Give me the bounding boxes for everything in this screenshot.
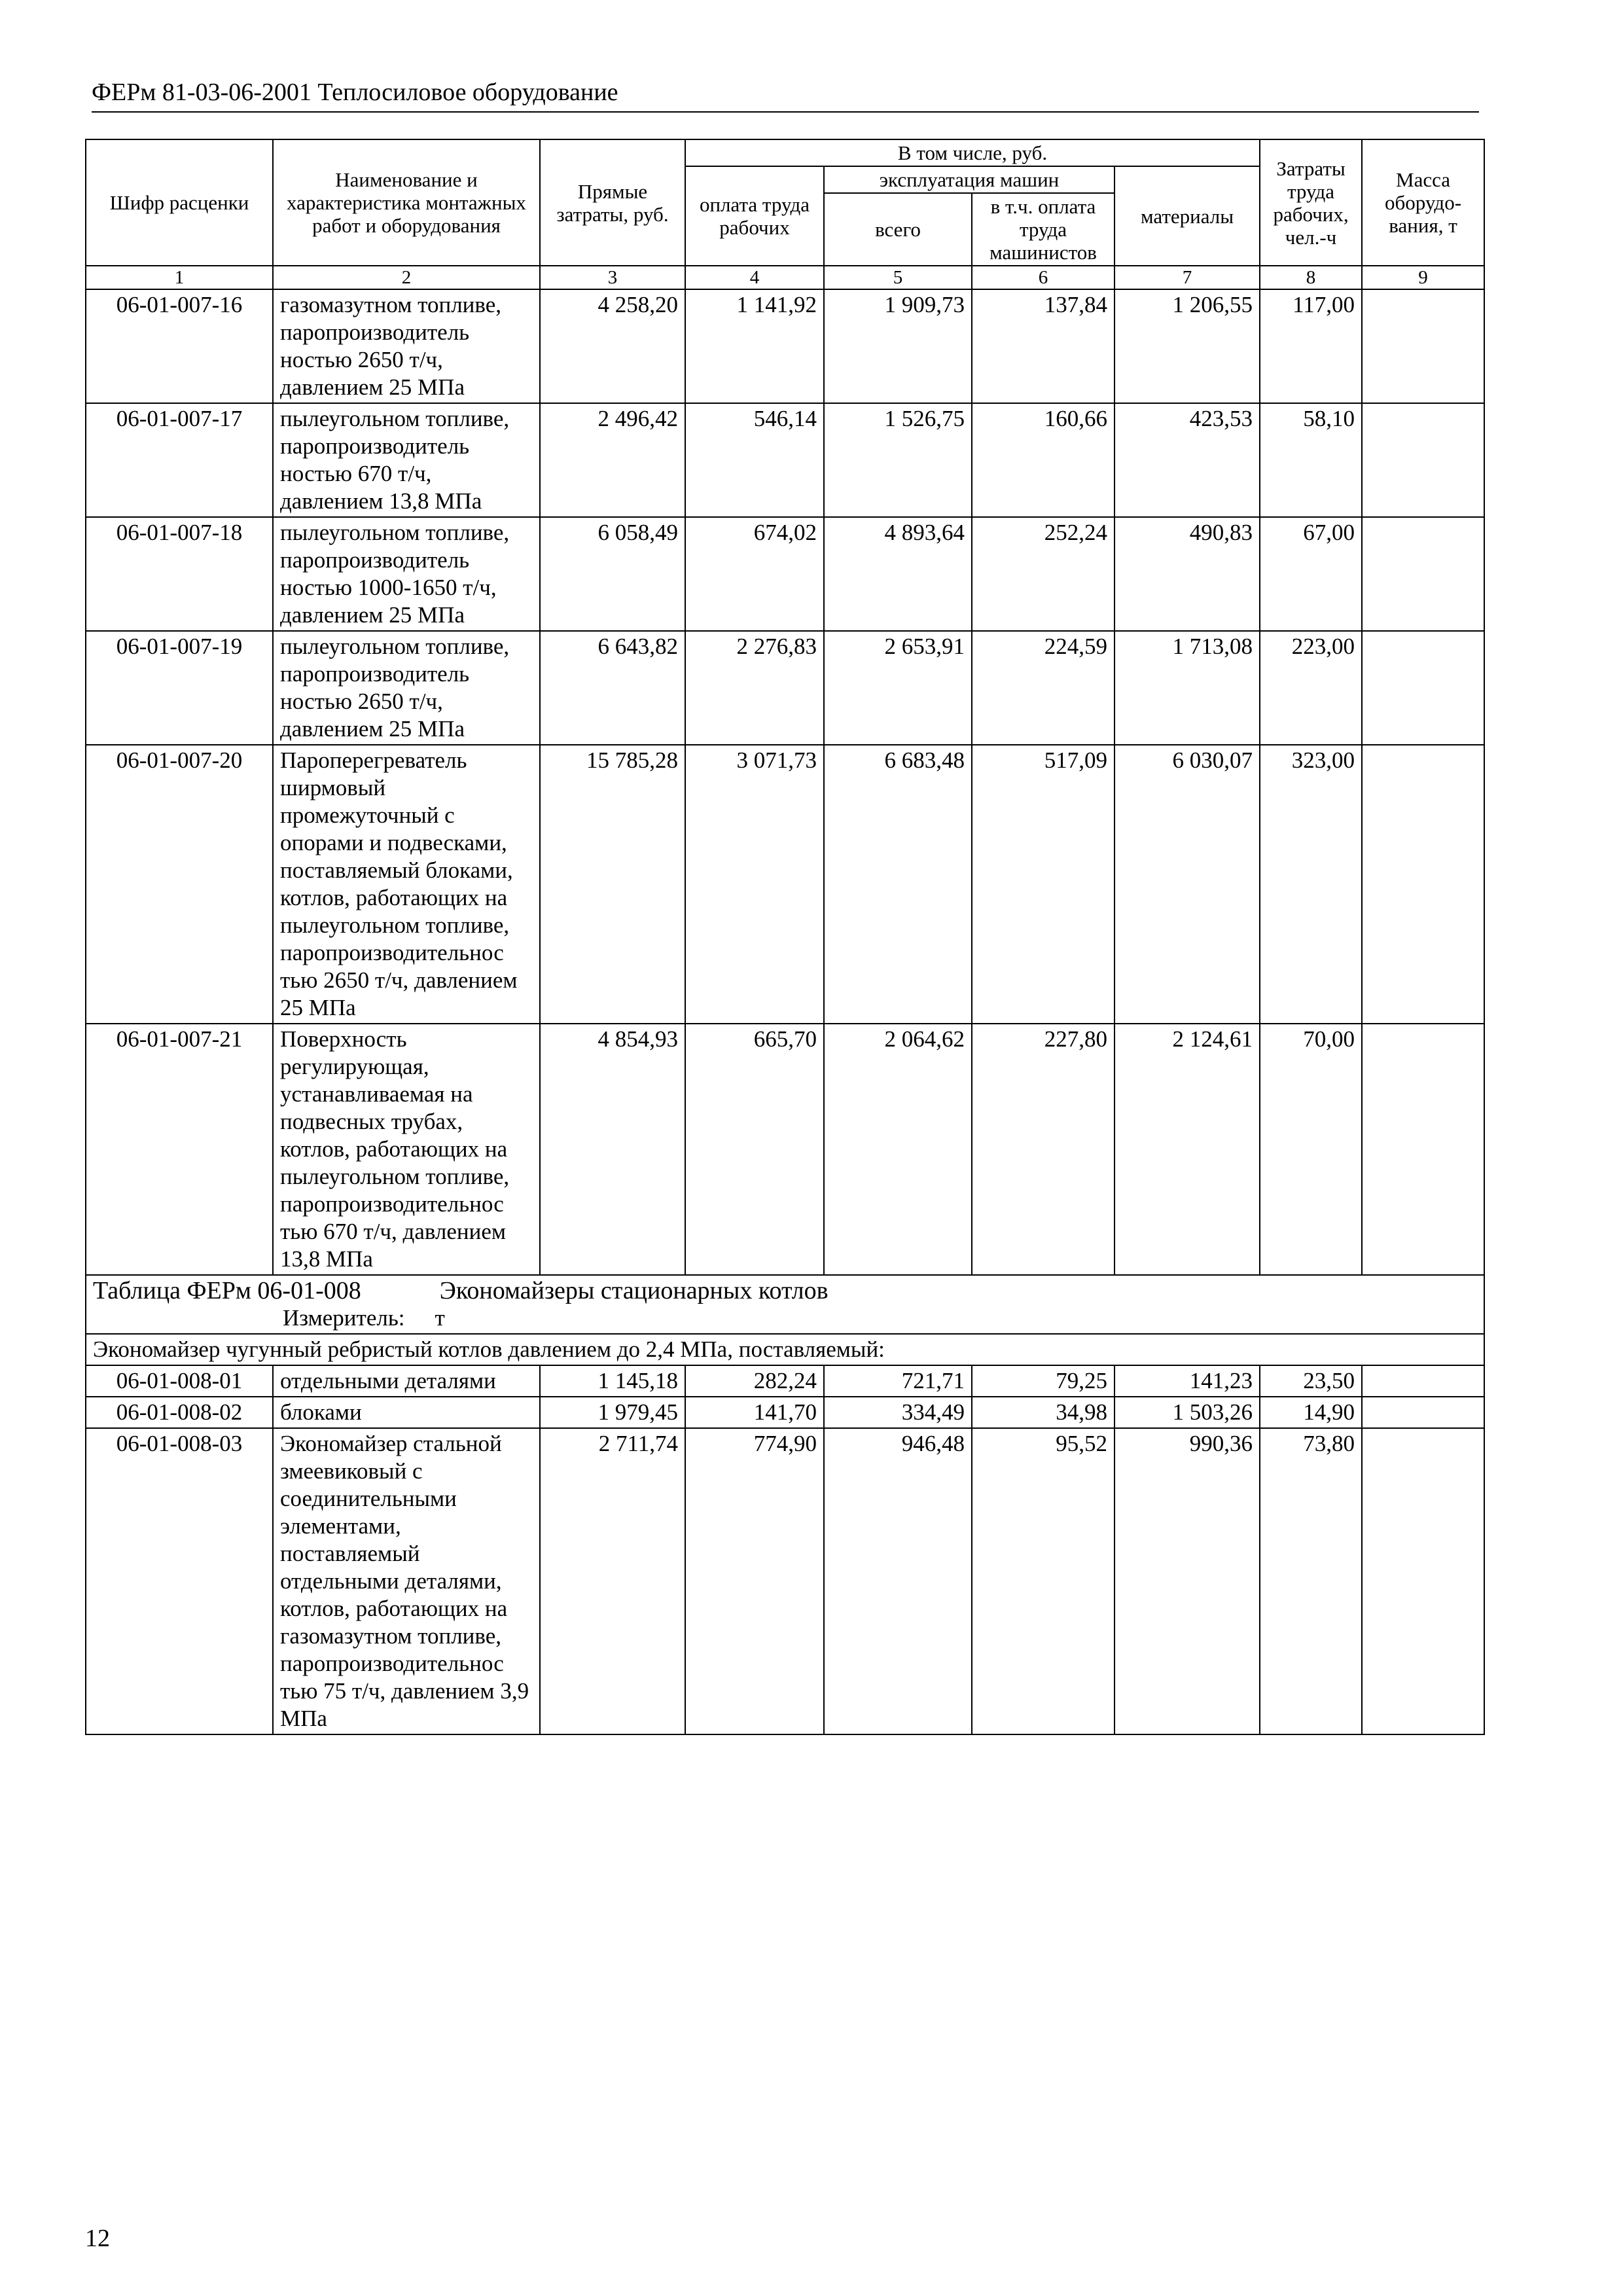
section-label: Таблица ФЕРм 06-01-008 bbox=[93, 1277, 361, 1304]
column-number: 4 bbox=[685, 266, 824, 289]
machinists-wages: 95,52 bbox=[972, 1428, 1115, 1734]
machines-total: 946,48 bbox=[824, 1428, 972, 1734]
table-row bbox=[86, 289, 1484, 403]
wages: 3 071,73 bbox=[685, 745, 824, 1024]
materials: 1 713,08 bbox=[1115, 631, 1260, 745]
rate-code: 06-01-007-21 bbox=[86, 1024, 273, 1275]
machines-total: 2 064,62 bbox=[824, 1024, 972, 1275]
materials: 490,83 bbox=[1115, 517, 1260, 631]
table-row bbox=[86, 403, 1484, 517]
table-row bbox=[86, 517, 1484, 631]
machinists-wages: 79,25 bbox=[972, 1365, 1115, 1397]
direct-cost: 2 496,42 bbox=[540, 403, 685, 517]
labor-hours: 67,00 bbox=[1260, 517, 1362, 631]
wages: 665,70 bbox=[685, 1024, 824, 1275]
materials: 2 124,61 bbox=[1115, 1024, 1260, 1275]
work-name: газомазутном топливе, паропроизводитель ностью 2650 т/ч, давлением 25 МПа bbox=[273, 289, 540, 403]
machines-total: 721,71 bbox=[824, 1365, 972, 1397]
labor-hours: 23,50 bbox=[1260, 1365, 1362, 1397]
col-header-machinists: в т.ч. оплата труда машинистов bbox=[972, 193, 1115, 266]
table-row bbox=[86, 1024, 1484, 1275]
work-name: Экономайзер стальной змеевиковый с соединительными элементами, поставляемый отдельными деталями, котлов, работающих на газомазутном топливе, паропроизводительнос тью 75 т/ч, давлением 3,9 МПа bbox=[273, 1428, 540, 1734]
column-number: 9 bbox=[1362, 266, 1484, 289]
materials: 990,36 bbox=[1115, 1428, 1260, 1734]
rate-code: 06-01-007-16 bbox=[86, 289, 273, 403]
equipment-mass bbox=[1362, 745, 1484, 1024]
direct-cost: 6 643,82 bbox=[540, 631, 685, 745]
labor-hours: 70,00 bbox=[1260, 1024, 1362, 1275]
page-header: ФЕРм 81-03-06-2001 Теплосиловое оборудование bbox=[92, 77, 1479, 113]
machinists-wages: 227,80 bbox=[972, 1024, 1115, 1275]
labor-hours: 223,00 bbox=[1260, 631, 1362, 745]
wages: 2 276,83 bbox=[685, 631, 824, 745]
column-number: 1 bbox=[86, 266, 273, 289]
equipment-mass bbox=[1362, 1428, 1484, 1734]
wages: 774,90 bbox=[685, 1428, 824, 1734]
machinists-wages: 224,59 bbox=[972, 631, 1115, 745]
work-name: блоками bbox=[273, 1397, 540, 1428]
col-header-wages: оплата труда рабочих bbox=[685, 166, 824, 266]
materials: 1 503,26 bbox=[1115, 1397, 1260, 1428]
section-header-row bbox=[86, 1275, 1484, 1334]
machinists-wages: 34,98 bbox=[972, 1397, 1115, 1428]
rate-code: 06-01-008-01 bbox=[86, 1365, 273, 1397]
col-header-machines-total: всего bbox=[824, 193, 972, 266]
col-header-materials: материалы bbox=[1115, 166, 1260, 266]
machines-total: 2 653,91 bbox=[824, 631, 972, 745]
materials: 141,23 bbox=[1115, 1365, 1260, 1397]
col-header-incl: В том числе, руб. bbox=[685, 139, 1260, 166]
measure-label: Измеритель: bbox=[283, 1305, 405, 1331]
machinists-wages: 137,84 bbox=[972, 289, 1115, 403]
machines-total: 6 683,48 bbox=[824, 745, 972, 1024]
equipment-mass bbox=[1362, 403, 1484, 517]
table-row bbox=[86, 631, 1484, 745]
table-row bbox=[86, 1428, 1484, 1734]
section-title: Экономайзеры стационарных котлов bbox=[439, 1277, 829, 1304]
equipment-mass bbox=[1362, 1397, 1484, 1428]
machinists-wages: 252,24 bbox=[972, 517, 1115, 631]
measure-line bbox=[93, 1304, 1477, 1332]
col-header-name: Наименование и характеристика монтажных работ и оборудования bbox=[273, 139, 540, 266]
equipment-mass bbox=[1362, 1365, 1484, 1397]
col-header-direct: Прямые затраты, руб. bbox=[540, 139, 685, 266]
rate-code: 06-01-007-19 bbox=[86, 631, 273, 745]
equipment-mass bbox=[1362, 289, 1484, 403]
col-header-machines: эксплуатация машин bbox=[824, 166, 1115, 193]
wages: 282,24 bbox=[685, 1365, 824, 1397]
wages: 546,14 bbox=[685, 403, 824, 517]
labor-hours: 58,10 bbox=[1260, 403, 1362, 517]
direct-cost: 6 058,49 bbox=[540, 517, 685, 631]
group-row bbox=[86, 1334, 1484, 1365]
labor-hours: 14,90 bbox=[1260, 1397, 1362, 1428]
work-name: пылеугольном топливе, паропроизводитель ностью 670 т/ч, давлением 13,8 МПа bbox=[273, 403, 540, 517]
rate-code: 06-01-008-03 bbox=[86, 1428, 273, 1734]
group-caption: Экономайзер чугунный ребристый котлов давлением до 2,4 МПа, поставляемый: bbox=[86, 1334, 1484, 1365]
labor-hours: 117,00 bbox=[1260, 289, 1362, 403]
page-number: 12 bbox=[85, 2225, 110, 2252]
table-row bbox=[86, 745, 1484, 1024]
work-name: Пароперегреватель ширмовый промежуточный с опорами и подвесками, поставляемый блоками, котлов, работающих на пылеугольном топливе, паропроизводительнос тью 2650 т/ч, давлением 25 МПа bbox=[273, 745, 540, 1024]
wages: 674,02 bbox=[685, 517, 824, 631]
column-number: 6 bbox=[972, 266, 1115, 289]
labor-hours: 73,80 bbox=[1260, 1428, 1362, 1734]
direct-cost: 4 258,20 bbox=[540, 289, 685, 403]
col-header-labor: Затраты труда рабочих, чел.-ч bbox=[1260, 139, 1362, 266]
measure-value: т bbox=[435, 1305, 445, 1331]
direct-cost: 2 711,74 bbox=[540, 1428, 685, 1734]
equipment-mass bbox=[1362, 517, 1484, 631]
equipment-mass bbox=[1362, 631, 1484, 745]
machines-total: 1 909,73 bbox=[824, 289, 972, 403]
column-number: 8 bbox=[1260, 266, 1362, 289]
column-numbers-row bbox=[86, 266, 1484, 289]
machines-total: 4 893,64 bbox=[824, 517, 972, 631]
labor-hours: 323,00 bbox=[1260, 745, 1362, 1024]
column-number: 2 bbox=[273, 266, 540, 289]
materials: 6 030,07 bbox=[1115, 745, 1260, 1024]
wages: 141,70 bbox=[685, 1397, 824, 1428]
machines-total: 1 526,75 bbox=[824, 403, 972, 517]
direct-cost: 4 854,93 bbox=[540, 1024, 685, 1275]
column-number: 3 bbox=[540, 266, 685, 289]
direct-cost: 15 785,28 bbox=[540, 745, 685, 1024]
work-name: пылеугольном топливе, паропроизводитель ностью 2650 т/ч, давлением 25 МПа bbox=[273, 631, 540, 745]
table-row bbox=[86, 1397, 1484, 1428]
equipment-mass bbox=[1362, 1024, 1484, 1275]
section-header bbox=[86, 1275, 1484, 1334]
direct-cost: 1 979,45 bbox=[540, 1397, 685, 1428]
machines-total: 334,49 bbox=[824, 1397, 972, 1428]
table-header bbox=[86, 139, 1484, 289]
column-number: 5 bbox=[824, 266, 972, 289]
work-name: Поверхность регулирующая, устанавливаемая на подвесных трубах, котлов, работающих на пылеугольном топливе, паропроизводительнос тью 670 т/ч, давлением 13,8 МПа bbox=[273, 1024, 540, 1275]
column-number: 7 bbox=[1115, 266, 1260, 289]
direct-cost: 1 145,18 bbox=[540, 1365, 685, 1397]
rate-code: 06-01-008-02 bbox=[86, 1397, 273, 1428]
work-name: отдельными деталями bbox=[273, 1365, 540, 1397]
rate-code: 06-01-007-17 bbox=[86, 403, 273, 517]
rates-table bbox=[85, 139, 1485, 1735]
machinists-wages: 517,09 bbox=[972, 745, 1115, 1024]
materials: 423,53 bbox=[1115, 403, 1260, 517]
table-row bbox=[86, 1365, 1484, 1397]
work-name: пылеугольном топливе, паропроизводитель ностью 1000-1650 т/ч, давлением 25 МПа bbox=[273, 517, 540, 631]
machinists-wages: 160,66 bbox=[972, 403, 1115, 517]
wages: 1 141,92 bbox=[685, 289, 824, 403]
materials: 1 206,55 bbox=[1115, 289, 1260, 403]
col-header-code: Шифр расценки bbox=[86, 139, 273, 266]
rate-code: 06-01-007-20 bbox=[86, 745, 273, 1024]
col-header-mass: Масса оборудо-вания, т bbox=[1362, 139, 1484, 266]
rate-code: 06-01-007-18 bbox=[86, 517, 273, 631]
